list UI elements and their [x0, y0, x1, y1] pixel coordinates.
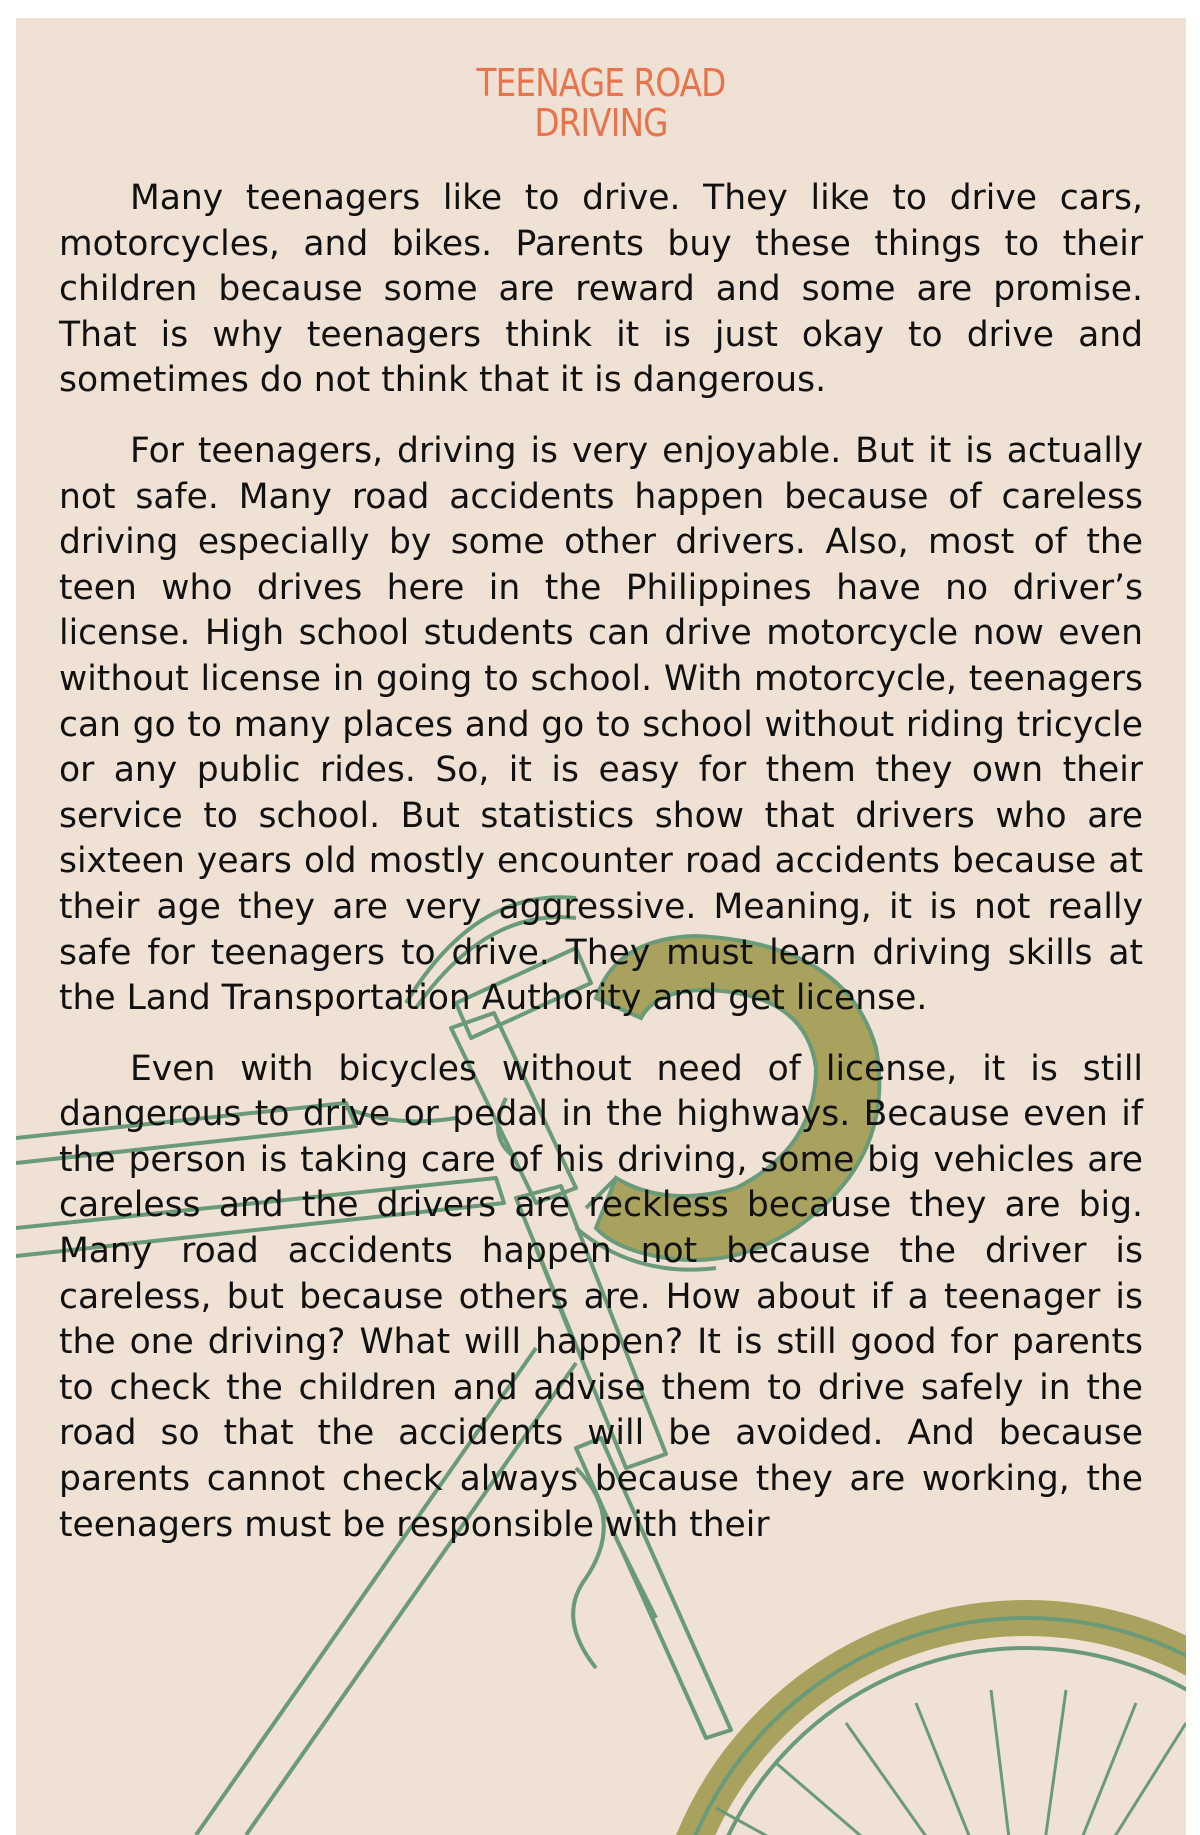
- paragraph-1: Many teenagers like to drive. They like to drive cars, motorcycles, and bikes. Parents buy these things to their children because some are reward and some are promise. That is why teenagers think it is just okay to drive and sometimes do not think that it is dangerous.: [59, 178, 1143, 401]
- title-line-1: TEENAGE ROAD: [476, 61, 726, 105]
- document-title: [135, 63, 1067, 143]
- paragraph-3: Even with bicycles without need of license, it is still dangerous to drive or pedal in the highways. Because even if the person is taking care of his driving, some big vehicles are careless and the drivers are reckless because they are big. Many road accidents happen not because the driver is careless, but because others are. How about if a teenager is the one driving? What will happen? It is still good for parents to check the children and advise them to drive safely in the road so that the accidents will be avoided. And because parents cannot check always because they are working, the teenagers must be responsible with their: [59, 1048, 1143, 1545]
- document-content: [59, 63, 1143, 1573]
- title-line-2: DRIVING: [534, 101, 668, 145]
- paragraph-2: For teenagers, driving is very enjoyable. But it is actually not safe. Many road accidents happen because of careless driving especially by some other drivers. Also, most of the teen who drives here in the Philippines have no driver’s license. High school students can drive motorcycle now even without license in going to school. With motorcycle, teenagers can go to many places and go to school without riding tricycle or any public rides. So, it is easy for them they own their service to school. But statistics show that drivers who are sixteen years old mostly encounter road accidents because at their age they are very aggressive. Meaning, it is not really safe for teenagers to drive. They must learn driving skills at the Land Transportation Authority and get license.: [59, 430, 1143, 1019]
- document-page: [16, 18, 1186, 1835]
